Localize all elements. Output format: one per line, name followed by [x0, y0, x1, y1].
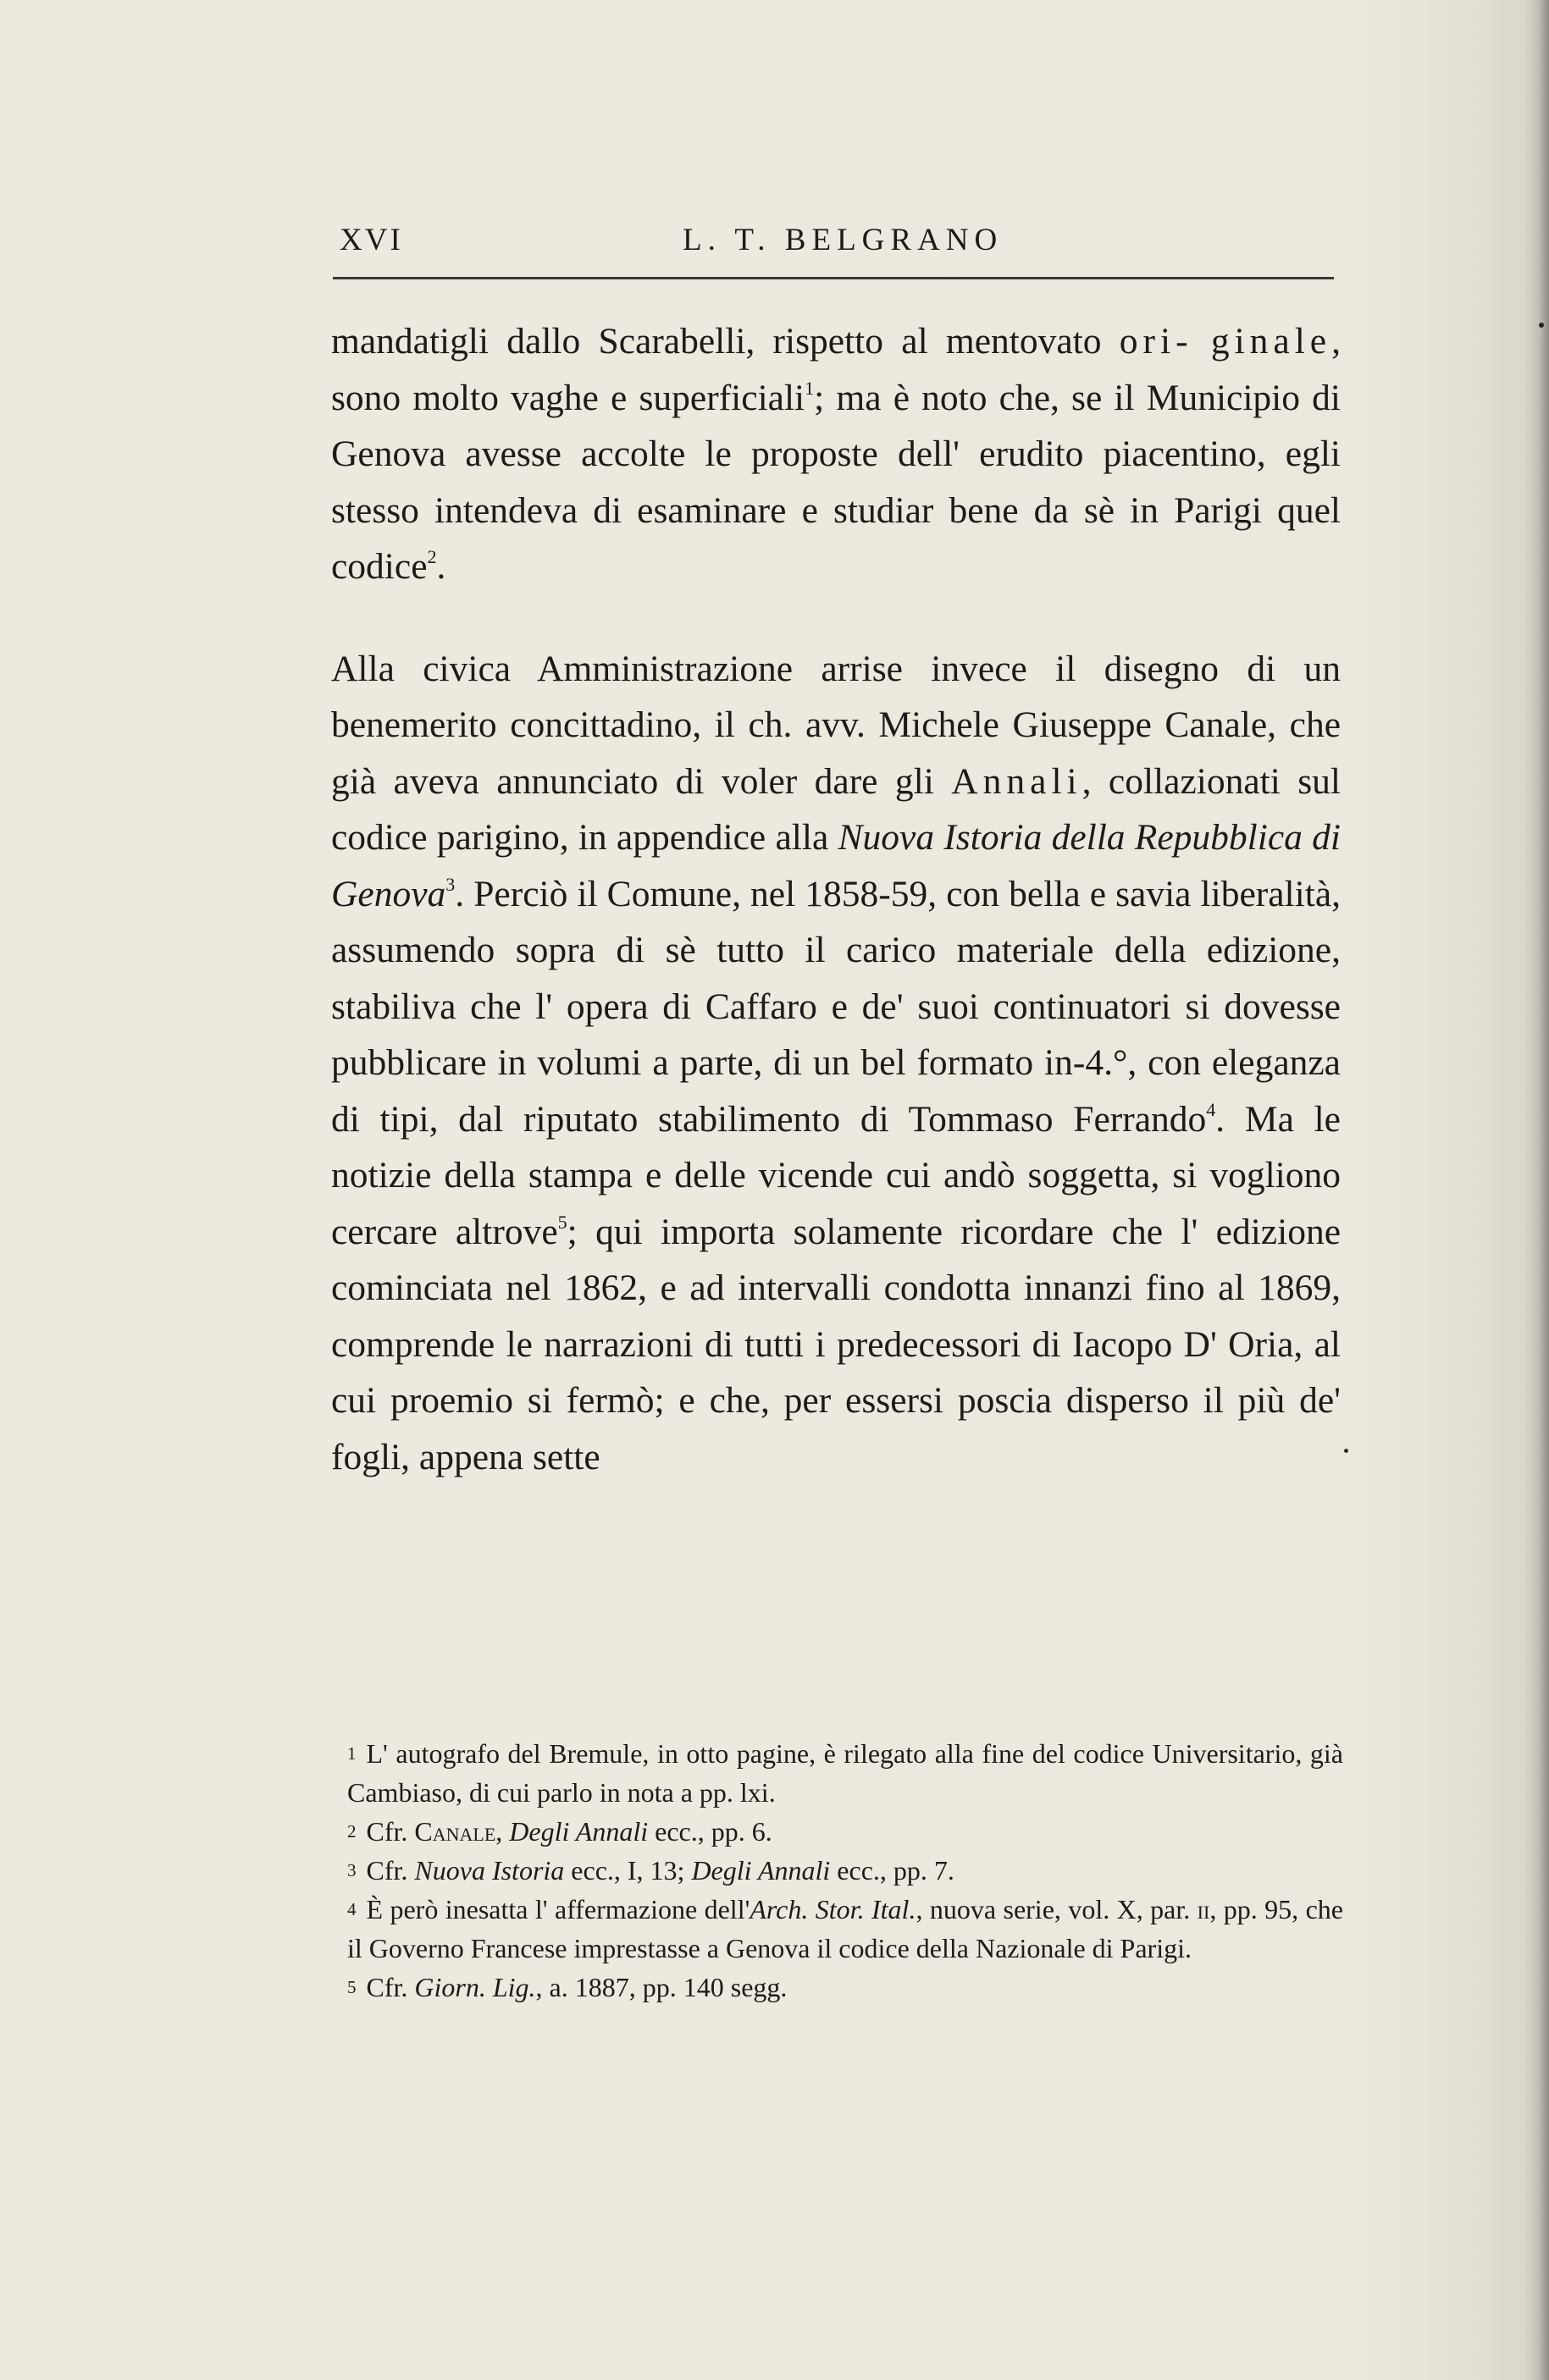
footnote-3-post: ecc., pp. 7. [830, 1855, 954, 1886]
p2-text-b: , collazionati sul codice parigino, in appendice alla [331, 760, 1341, 858]
footnote-ref-2: 2 [427, 546, 437, 567]
running-head-author: L. T. BELGRANO [683, 223, 1004, 257]
p1-text-a: mandatigli dallo Scarabelli, rispetto al mentovato [331, 321, 1120, 362]
footnote-5-journal: Giorn. Lig. [414, 1972, 536, 2002]
page-number: XVI [340, 223, 403, 257]
footnote-2-mark: 2 [347, 1821, 357, 1842]
footnote-4-post: , nuova serie, vol. X, par. [916, 1894, 1198, 1924]
p1-spaced-word-1: ori- [1119, 321, 1193, 362]
p2-spaced-word: Annali [951, 760, 1082, 802]
header-rule [333, 277, 1334, 279]
footnote-4 [318, 1890, 1343, 1968]
paragraph-2 [331, 641, 1341, 1486]
footnote-4-mark: 4 [347, 1899, 357, 1919]
footnotes [318, 1734, 1343, 2007]
footnote-1 [318, 1734, 1343, 1812]
p2-text-c: . Perciò il Comune, nel 1858-59, con bella e savia liberalità, assumendo sopra di sè tutto il carico materiale della edizione, stabiliva che l' opera di Caffaro e de' suoi continuatori si dovesse pubblicare in volumi a parte, di un bel formato in-4.°, con eleganza di tipi, dal riputato stabilimento di Tommaso Ferrando [331, 873, 1341, 1140]
p2-text-e: ; qui importa solamente ricordare che l' edizione cominciata nel 1862, e ad intervalli condotta innanzi fino al 1869, comprende le narrazioni di tutti i predecessori di Iacopo D' Oria, al cui proemio si fermò; e che, per essersi poscia disperso il più de' fogli, appena sette [331, 1211, 1342, 1477]
footnote-3 [318, 1851, 1343, 1890]
p2-text-d: . Ma le notizie della stampa e delle vicende cui andò soggetta, si vogliono cercare altrove [331, 1098, 1341, 1252]
footnote-2 [318, 1812, 1343, 1851]
footnote-1-mark: 1 [347, 1743, 357, 1764]
footnote-2-author: Canale [414, 1816, 496, 1847]
running-head [333, 222, 1334, 264]
ink-speck [1344, 1449, 1348, 1453]
footnote-3-pre: Cfr. [366, 1855, 415, 1886]
footnote-5 [318, 1968, 1343, 2007]
footnote-5-mark: 5 [347, 1977, 357, 1997]
p2-italic-title: Nuova Istoria della Repubblica di Genova [331, 817, 1341, 914]
footnote-3-title-1: Nuova Istoria [414, 1855, 565, 1886]
footnote-4-pre: È però inesatta l' affermazione dell' [366, 1894, 750, 1924]
footnote-2-pre: Cfr. [366, 1816, 415, 1847]
footnote-2-post: ecc., pp. 6. [648, 1816, 772, 1847]
p2-text-a: Alla civica Amministrazione arrise invece il disegno di un benemerito concittadino, il ch. avv. Michele Giuseppe Canale, che già aveva annunciato di voler dare gli [331, 648, 1341, 802]
footnote-ref-1: 1 [805, 377, 815, 399]
main-text [331, 313, 1341, 1485]
footnote-4-part: ii [1197, 1894, 1210, 1924]
footnote-3-mark: 3 [347, 1860, 357, 1880]
footnote-5-post: , a. 1887, pp. 140 segg. [535, 1972, 788, 2002]
footnote-4-journal: Arch. Stor. Ital. [750, 1894, 916, 1924]
p1-text-b: , sono molto vaghe e superficiali [331, 321, 1341, 418]
footnote-3-title-2: Degli Annali [691, 1855, 831, 1886]
footnote-1-text: L' autografo del Bremule, in otto pagine, è rilegato alla fine del codice Universitario, già Cambiaso, di cui parlo in nota a pp. lxi. [347, 1738, 1343, 1808]
footnote-5-pre: Cfr. [366, 1972, 415, 2002]
footnote-4-post2: , pp. 95, che il Governo Francese imprestasse a Genova il codice della Nazionale di Parigi. [347, 1894, 1343, 1963]
footnote-ref-4: 4 [1206, 1098, 1216, 1120]
page-edge-shadow [1524, 0, 1549, 2380]
footnote-ref-5: 5 [557, 1211, 567, 1233]
paragraph-1 [331, 313, 1341, 595]
p1-spaced-word-2: ginale [1210, 321, 1332, 362]
p1-text-c: ; ma è noto che, se il Municipio di Genova avesse accolte le proposte dell' erudito piacentino, egli stesso intendeva di esaminare e studiar bene da sè in Parigi quel codice [331, 377, 1341, 587]
footnote-2-mid: , [495, 1816, 510, 1847]
footnote-ref-3: 3 [445, 873, 456, 895]
footnote-2-title: Degli Annali [509, 1816, 649, 1847]
footnote-3-mid: ecc., I, 13; [564, 1855, 692, 1886]
p1-text-d: . [436, 546, 446, 587]
